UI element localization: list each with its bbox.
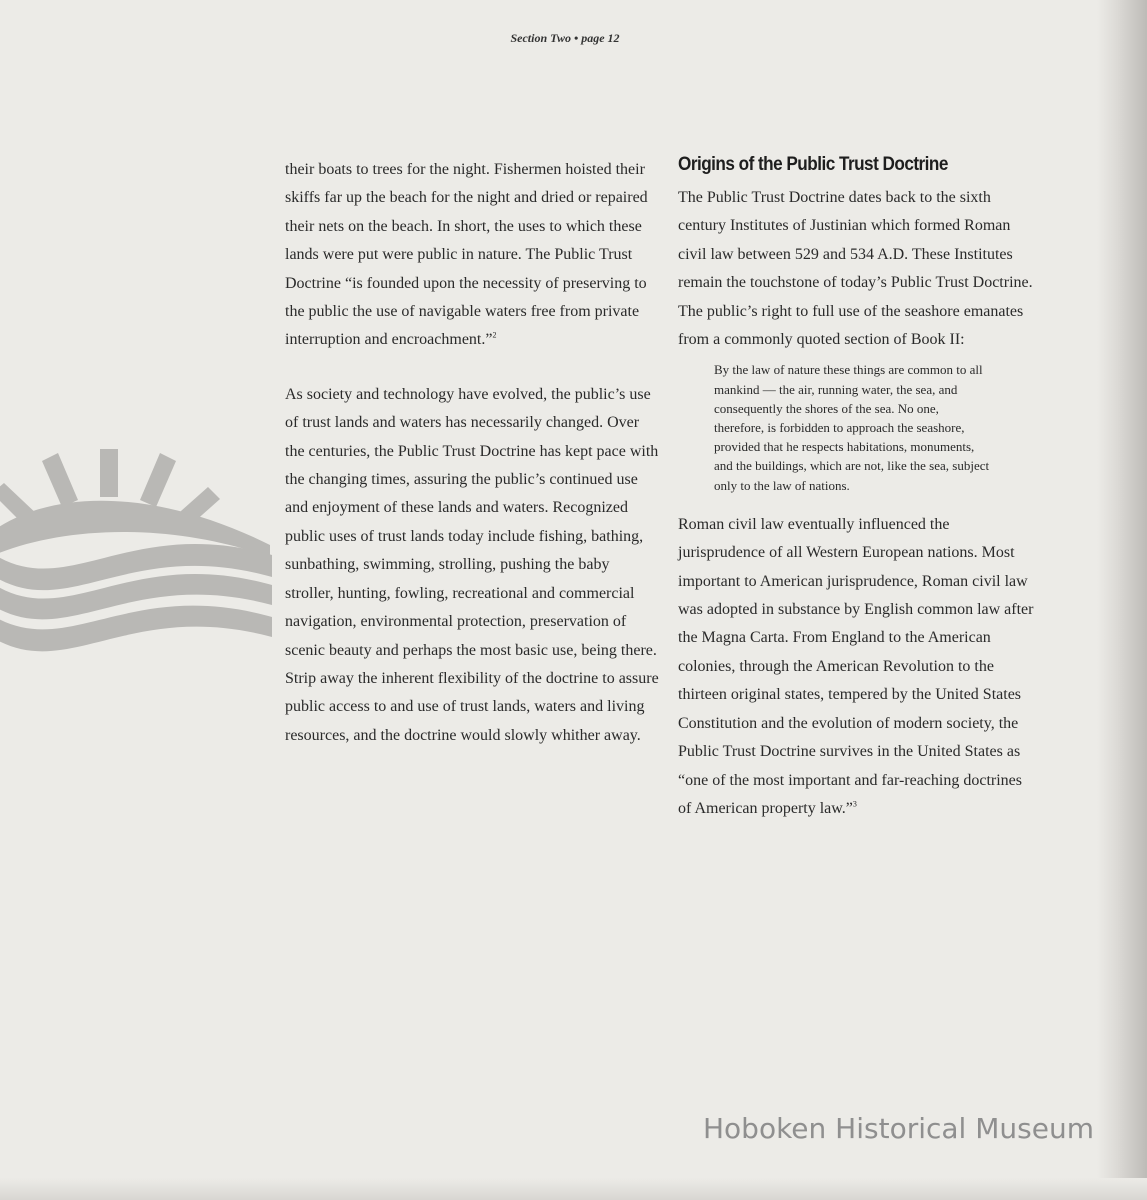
bottom-edge-shadow <box>0 1178 1147 1200</box>
footnote-marker: 3 <box>852 799 857 809</box>
left-text-column <box>285 156 660 750</box>
watermark: Hoboken Historical Museum <box>703 1112 1094 1145</box>
intro-paragraph: The Public Trust Doctrine dates back to the sixth century Institutes of Justinian which formed Roman civil law between 529 and 534 A.D. These Institutes remain the touchstone of today’s Public Trust Doctrine. The public’s right to full use of the seashore emanates from a commonly quoted section of Book II: <box>678 189 1033 349</box>
body-paragraph: As society and technology have evolved, the public’s use of trust lands and waters has necessarily changed. Over the centuries, the Public Trust Doctrine has kept pace with the changing times, assuring the public’s continued use and enjoyment of these lands and waters. Recognized public uses of trust lands today include fishing, bathing, sunbathing, swimming, strolling, pushing the baby stroller, hunting, fowling, recreational and commercial navigation, environmental protection, preservation of scenic beauty and perhaps the most basic use, being there. Strip away the inherent flexibility of the doctrine to assure public access to and use of trust lands, waters and living resources, and the doctrine would slowly whither away. <box>285 385 659 744</box>
page-edge-shadow <box>1097 0 1147 1200</box>
sun-ray <box>42 453 78 507</box>
block-quote: By the law of nature these things are common to all mankind — the air, running water, the sea, and consequently the shores of the sea. No one, therefore, is forbidden to approach the seashore, provided that he respects habitations, monuments, and the buildings, which are not, like the sea, subject only to the law of nations. <box>714 362 990 493</box>
footnote-marker: 2 <box>492 331 497 341</box>
closing-paragraph: Roman civil law eventually influenced the jurisprudence of all Western European nations. Most important to American jurisprudence, Roman civil law was adopted in substance by English common law after the Magna Carta. From England to the American colonies, through the American Revolution to the thirteen original states, tempered by the United States Constitution and the evolution of modern society, the Public Trust Doctrine survives in the United States as “one of the most important and far-reaching doctrines of American property law.”$^3$ <box>678 515 1034 817</box>
sun-ray <box>100 449 118 497</box>
running-head: Section Two • page 12 <box>510 31 620 45</box>
body-paragraph: their boats to trees for the night. Fishermen hoisted their skiffs far up the beach for the night and dried or repaired their nets on the beach. In short, the uses to which these lands were put were public in nature. The Public Trust Doctrine “is founded upon the necessity of preserving to the public the use of navigable waters free from private interruption and encroachment.”$^2$ <box>285 161 648 349</box>
section-heading: Origins of the Public Trust Doctrine <box>678 153 948 175</box>
sun-waves-logo-icon <box>0 445 275 665</box>
sun-ray <box>140 453 176 507</box>
right-text-column <box>678 150 1036 823</box>
